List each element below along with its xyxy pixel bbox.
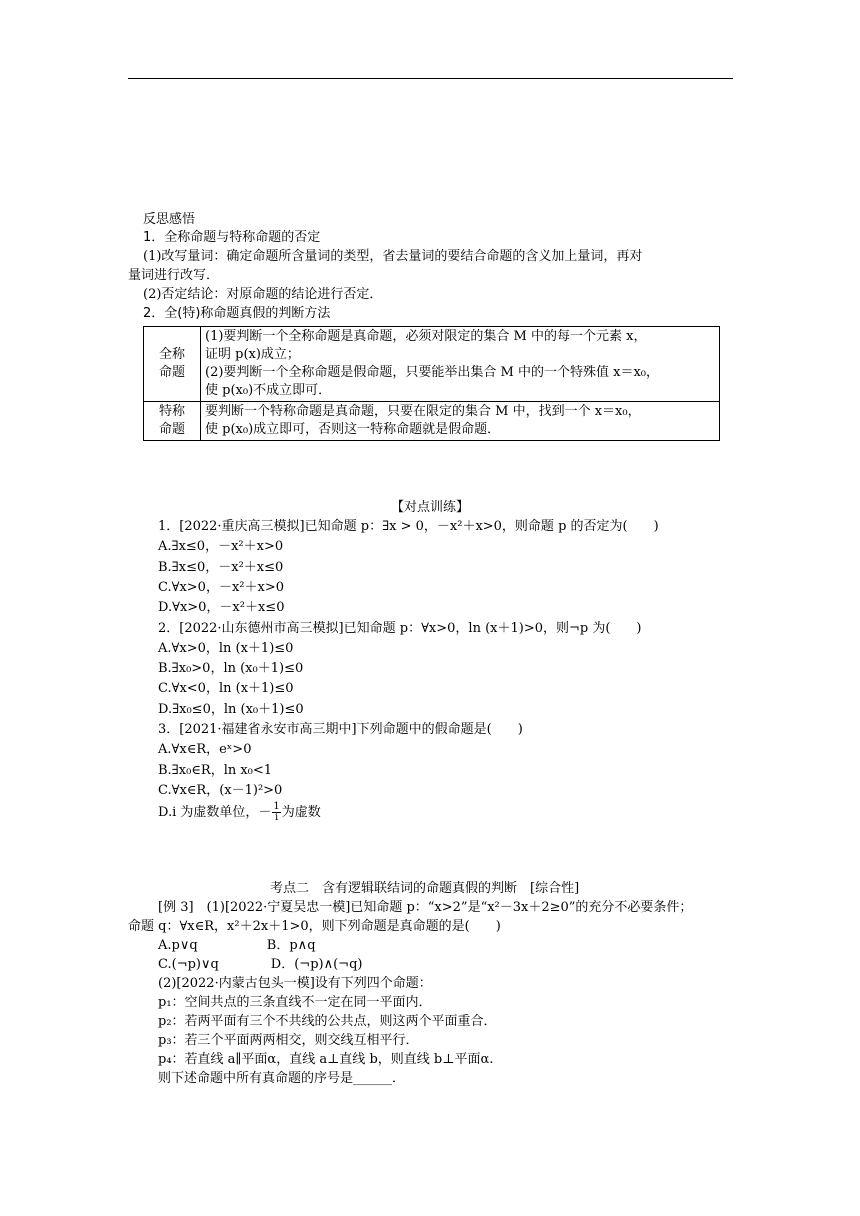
training-line: 1．[2022·重庆高三模拟]已知命题 p：∃x > 0，－x²＋x>0，则命题 p 的否定为( ) bbox=[158, 519, 659, 534]
table-head-cell: 特称 命题 bbox=[144, 402, 201, 441]
reflection-heading-2: 2．全(特)称命题真假的判断方法 bbox=[143, 306, 331, 321]
table-row bbox=[144, 327, 720, 402]
example-line: p₄：若直线 a∥平面α，直线 a⊥直线 b，则直线 b⊥平面α. bbox=[158, 1052, 494, 1067]
reflection-paragraph: 量词进行改写． bbox=[128, 268, 220, 283]
example-line: 命题 q：∀x∈R，x²＋2x＋1>0，则下列命题是真命题的是( ) bbox=[128, 919, 501, 934]
training-line: A.∀x>0，ln (x＋1)≤0 bbox=[158, 640, 294, 656]
training-title: 【对点训练】 bbox=[390, 500, 469, 515]
example-line: [例 3] (1)[2022·宁夏吴忠一模]已知命题 p：“x>2”是“x²－3x＋2≥0”的充分不必要条件； bbox=[158, 900, 693, 915]
table-body-cell: (1)要判断一个全称命题是真命题，必须对限定的集合 M 中的每一个元素 x， 证明 p(x)成立； (2)要判断一个全称命题是假命题，只要能举出集合 M 中的一个特殊值 x＝x₀， 使 p(x₀)不成立即可． bbox=[201, 327, 720, 402]
reflection-heading-1: 1．全称命题与特称命题的否定 bbox=[143, 230, 321, 245]
method-table bbox=[143, 326, 720, 441]
training-option: D.i 为虚数单位，－ $\frac{1}{i}$ 为虚数 bbox=[158, 801, 321, 823]
training-line: D.∀x>0，－x²＋x≤0 bbox=[158, 600, 285, 616]
training-line: B.∃x₀>0，ln (x₀＋1)≤0 bbox=[158, 661, 304, 677]
example-option: C.(¬p)∨q D．(¬p)∧(¬q) bbox=[158, 957, 363, 972]
header-rule bbox=[128, 78, 733, 79]
section-title: 考点二 含有逻辑联结词的命题真假的判断 [综合性] bbox=[270, 881, 580, 896]
table-row bbox=[144, 402, 720, 441]
example-line: (2)[2022·内蒙古包头一模]设有下列四个命题： bbox=[158, 976, 432, 991]
example-line: p₁：空间共点的三条直线不一定在同一平面内． bbox=[158, 995, 432, 1010]
training-line: C.∀x∈R，(x－1)²>0 bbox=[158, 782, 283, 798]
example-line: p₃：若三个平面两两相交，则交线互相平行． bbox=[158, 1033, 419, 1048]
training-line: 2．[2022·山东德州市高三模拟]已知命题 p：∀x>0，ln (x＋1)>0，则¬p 为( ) bbox=[158, 620, 642, 636]
table-body-cell: 要判断一个特称命题是真命题，只要在限定的集合 M 中，找到一个 x＝x₀， 使 p(x₀)成立即可，否则这一特称命题就是假命题． bbox=[201, 402, 720, 441]
reflection-paragraph: (2)否定结论：对原命题的结论进行否定． bbox=[143, 287, 383, 302]
training-line: A.∀x∈R，eˣ>0 bbox=[158, 742, 252, 758]
training-line: 3．[2021·福建省永安市高三期中]下列命题中的假命题是( ) bbox=[158, 722, 523, 737]
training-line: B.∃x≤0，－x²＋x≤0 bbox=[158, 559, 284, 575]
training-line: A.∃x≤0，－x²＋x>0 bbox=[158, 539, 284, 555]
example-line: 则下述命题中所有真命题的序号是______． bbox=[158, 1071, 406, 1086]
example-line: p₂：若两平面有三个不共线的公共点，则这两个平面重合． bbox=[158, 1014, 497, 1029]
table-head-cell: 全称 命题 bbox=[144, 327, 201, 402]
training-line: B.∃x₀∈R，ln x₀<1 bbox=[158, 762, 273, 778]
training-line: C.∀x<0，ln (x＋1)≤0 bbox=[158, 681, 294, 697]
reflection-paragraph: (1)改写量词：确定命题所含量词的类型，省去量词的要结合命题的含义加上量词，再对 bbox=[143, 249, 643, 264]
training-line: C.∀x>0，－x²＋x>0 bbox=[158, 579, 284, 595]
reflection-heading: 反思感悟 bbox=[143, 212, 196, 227]
example-option: A.p∨q B．p∧q bbox=[158, 938, 316, 953]
training-line: D.∃x₀≤0，ln (x₀＋1)≤0 bbox=[158, 701, 304, 717]
